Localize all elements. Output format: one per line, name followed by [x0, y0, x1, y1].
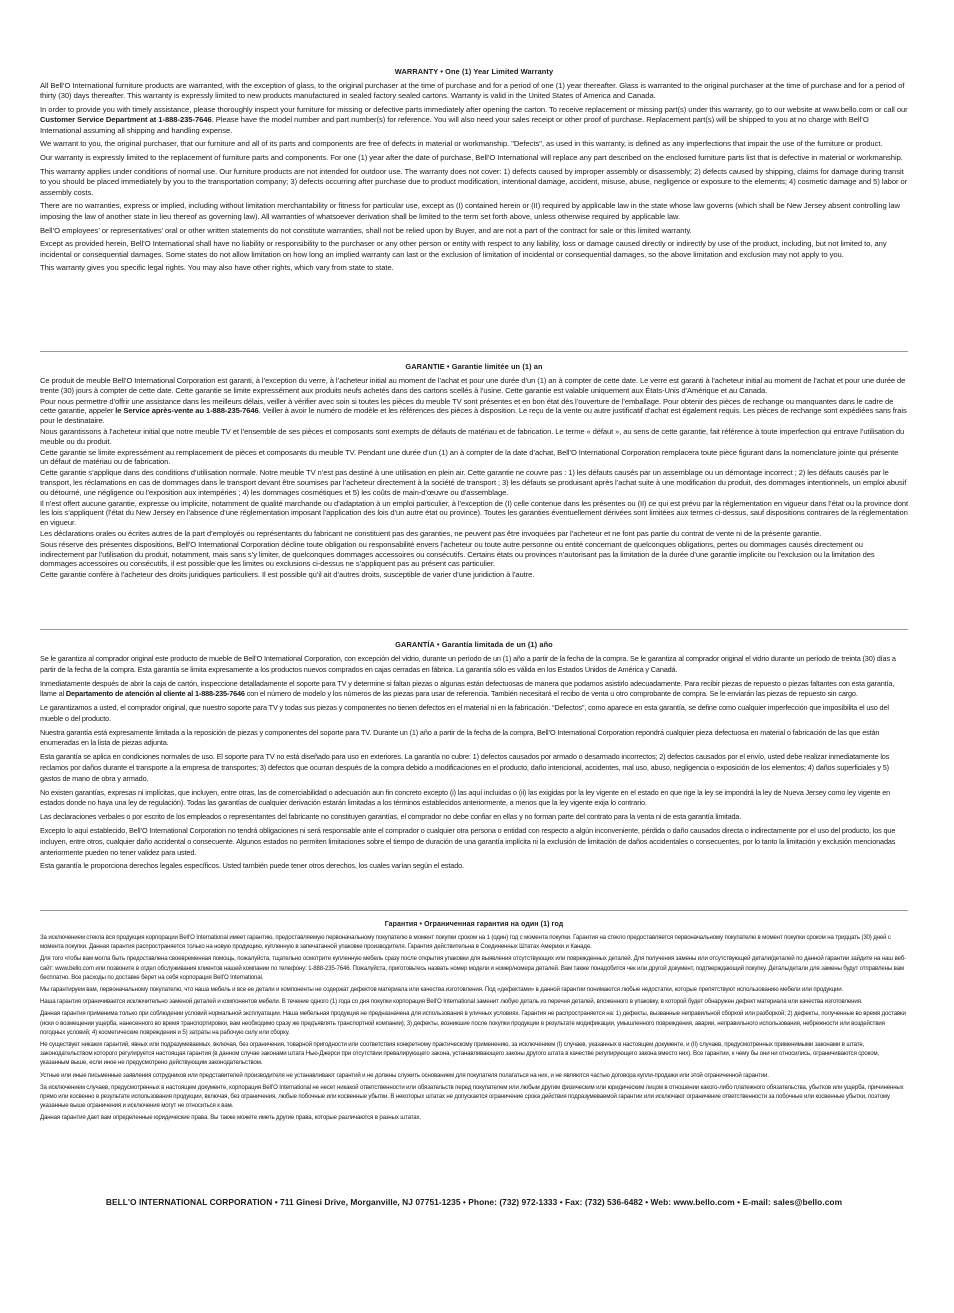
warranty-fr-p3: Nous garantissons à l’acheteur initial que notre meuble TV et l’ensemble de ses pièces et composants sont exempts de défauts de matériau et de fabrication. Le terme « défaut », au sens de cette garantie, fait référence à toute imperfection qui entrave l’utilisation du meuble ou du produit.: [40, 426, 905, 446]
warranty-fr-p2-b: . Veiller à avoir le numéro de modèle et les références des pièces à disposition. Le reçu de la vente ou autre justificatif d’achat est également requis. Les pièces de rechange sont expédiées sans frais pour le destinataire.: [40, 406, 907, 425]
warranty-fr-p6: Il n’est offert aucune garantie, expresse ou implicite, notamment de qualité marchande ou d’adaptation à un emploi particulier, à l’exception de (I) celle contenue dans les présentes ou (II) ce qui est prévu par la réglementation en vigueur dans l’état ou la province dont les lois s’appliquent (l’état du New Jersey en l’absence d’une réglementation imposant l’application des lois d’un autre état ou province). Toutes les garanties éventuellement dérivées sont limitées aux termes ci-dessus, sauf dispositions contraires de la réglementation en vigueur.: [40, 498, 908, 527]
warranty-es-title: GARANTÍA • Garantía limitada de un (1) año: [395, 640, 553, 649]
warranty-en-p8: Except as provided herein, Bell’O International shall have no liability or responsibility to the purchaser or any other person or entity with respect to any liability, loss or damage caused directly or indirectly by use of the product, including, but not limited to, any incidental or consequential damages. Some states do not allow limitation on how long an implied warranty can last or the exclusion of limitation of incidental or consequential damages, so the above limitation and exclusion may not apply to you.: [40, 239, 887, 259]
warranty-es-p4: Nuestra garantía está expresamente limitada a la reposición de piezas y componentes del soporte para TV. Durante un (1) año a partir de la fecha de la compra, Bell’O International Corporation repondrá cualquier pieza defectuosa en material o fabricación de las que están enumeradas en la lista de piezas adjunta.: [40, 727, 880, 748]
warranty-ru-p9: Данная гарантия дает вам определенные юридические права. Вы также можете иметь другие права, которые различаются в разных штатах.: [40, 1114, 421, 1122]
warranty-es-p5: Esta garantía se aplica en condiciones normales de uso. El soporte para TV no está diseñado para uso en exteriores. La garantía no cubre: 1) defectos causados por armado o desarmado incorrectos; 2) defectos causados por el envío, usted debe realizar inmediatamente los reclamos por daños durante el transporte a la empresa de transportes; 3) defectos que ocurran después de la compra debido a modificaciones en el producto, daño intencional, accidentes, mal uso, abuso, negligencia o exposición de los elementos; 4) daños superficiales y 5) gastos de mano de obra y armado.: [40, 752, 890, 783]
warranty-fr-p2-a: Pour nous permettre d’offrir une assistance dans les meilleurs délais, veiller à vérifier avec soin si toutes les pièces du meuble TV sont présentes et en bon état dès l’ouverture de l’emballage. Pour obtenir des pièces de rechange ou manquantes dans le cadre de cette garantie, appeler: [40, 396, 894, 416]
warranty-fr-p4: Cette garantie se limite expressément au remplacement de pièces et composants du meuble TV. Pendant une durée d’un (1) an à compter de la date d’achat, Bell’O International Corporation remplacera toute pièce figurant dans la nomenclature jointe qui présente un défaut de matériau ou de fabrication.: [40, 447, 899, 467]
divider: [40, 629, 908, 630]
warranty-es-p2: [40, 679, 908, 700]
warranty-en-p5: This warranty applies under conditions of normal use. Our furniture products are not intended for outdoor use. The warranty does not cover: 1) defects caused by improper assembly or disassembly; 2) defects caused by shipping, claims for damage during transit to you should be placed immediately by you to the transportation company; 3) defects occurring after purchase due to product modification, intentional damage, accident, misuse, abuse, negligence or exposure to the elements; 4) cosmetic damage and 5) labor or assembly costs.: [40, 167, 908, 197]
warranty-en-p4: Our warranty is expressly limited to the replacement of furniture parts and components. For one (1) year after the date of purchase, Bell’O International will replace any part described on the enclosed furniture parts list that is defective in material or workmanship.: [40, 153, 903, 163]
warranty-ru-p6: Не существует никаких гарантий, явных или подразумеваемых, включая, без ограничения, товарной пригодности или соответствия конкретному практическому применению, за исключением (I) случаев, указанных в настоящем документе, и (II) случаев, предусмотренных применимыми законами в штате, законодательством которого регулируется настоящая гарантия (в данном случае законами штата Нью-Джерси при отсутствии превалирующего закона, устанавливающего законы другого штата в качестве регулирующего закона вместо них). Все гарантии, к чему бы они ни относились, ограничиваются сроком, указанным выше, если иное не предусмотрено действующим законодательством.: [40, 1041, 880, 1067]
warranty-ru-title: Гарантия • Ограниченная гарантия на один (1) год: [384, 921, 564, 928]
warranty-en-p6: There are no warranties, express or implied, including without limitation merchantability or fitness for particular use, except as (I) contained herein or (II) required by applicable law in the state whose law governs (which shall be New Jersey absent controlling law imposing the law of another state in lieu thereof as governing law). All warranties of whatsoever derivation shall be limited to the term set forth above, unless otherwise required by applicable law.: [40, 201, 900, 221]
warranty-es-p7: Las declaraciones verbales o por escrito de los empleados o representantes del fabricante no constituyen garantías, el comprador no debe confiar en ellas y no forman parte del contrato para la venta ni de esta garantía limitada.: [40, 812, 742, 822]
warranty-es-p9: Esta garantía le proporciona derechos legales específicos. Usted también puede tener otros derechos, los cuales varían según el estado.: [40, 861, 464, 871]
warranty-fr-p9: Cette garantie confère à l’acheteur des droits juridiques particuliers. Il est possible qu’il ait d’autres droits, susceptible de varier d’une juridiction à l’autre.: [40, 570, 535, 580]
warranty-fr-p2: [40, 397, 908, 426]
warranty-es-p2-b: con el número de modelo y los números de las piezas para usar de referencia. También necesitará el recibo de venta u otro comprobante de compra. Se le enviarán las piezas de repuesto sin cargo.: [244, 689, 858, 699]
warranty-fr-phone: le Service après-vente au 1-888-235-7646: [115, 406, 259, 416]
warranty-en-p3: We warrant to you, the original purchaser, that our furniture and all of its parts and components are free of defects in material or workmanship. "Defects", as used in this warranty, is defined as any imperfections that impair the use of the furniture or product.: [40, 139, 883, 149]
warranty-en-p9: This warranty gives you specific legal rights. You may also have other rights, which vary from state to state.: [40, 263, 394, 273]
warranty-en-p2-a: In order to provide you with timely assistance, please thoroughly inspect your furniture for missing or defective parts immediately after opening the carton. To receive replacement or missing part(s) under this warranty, go to our website at www.bello.com or call our: [40, 105, 908, 115]
warranty-es-p1: Se le garantiza al comprador original este producto de mueble de Bell’O International Corporation, con excepción del vidrio, durante un período de un (1) año a partir de la fecha de la compra. Se le garantiza al comprador original el vidrio durante un período de treinta (30) días a partir de la fecha de la compra. Esta garantía se limita expresamente a los productos nuevos comprados en cajas cerradas en fábrica. La garantía sólo es válida en los Estados Unidos de América y Canadá.: [40, 654, 896, 674]
warranty-es-p8: Excepto lo aquí establecido, Bell’O International Corporation no tendrá obligaciones ni será responsable ante el comprador o cualquier otra persona o entidad con respecto a algún inconveniente, pérdida o daño causados directa o indirectamente por el uso del producto, los que incluyen, entre otros, cualquier daño accidental o consecuente. Algunos estados no permiten limitaciones sobre el tiempo de duración de una garantía implícita ni la exclusión de limitación de daños accidentales o consecuentes, por lo tanto la limitación y exclusión mencionadas anteriormente pueden no tener validez para usted.: [40, 826, 896, 857]
warranty-en-title: WARRANTY • One (1) Year Limited Warranty: [394, 67, 554, 76]
warranty-ru-p2: Для того чтобы вам могла быть предоставлена своевременная помощь, пожалуйста, тщательно осмотрите купленную мебель сразу после открытия упаковки для выявления отсутствующих или поврежденных деталей. Для получения замены или отсутствующей детали/деталей по данной гарантии зайдите на наш веб-сайт: www.bello.com или позвоните в отдел обслуживания клиентов нашей компании по телефону: 1-888-235-7646. Пожалуйста, приготовьтесь назвать номер модели и номер/номера деталей. Вам также понадобится чек или другой документ, подтверждающий покупку. Деталь/детали для замены будут отправлены вам бесплатно. Все расходы по доставке берет на себя корпорация Bell’O International.: [40, 955, 906, 981]
divider: [40, 351, 908, 352]
warranty-fr-p1: Ce produit de meuble Bell’O International Corporation est garanti, à l’exception du verre, à l’acheteur initial au moment de l’achat et pour une durée d’un (1) an à compter de cette date. Le verre est garanti à l’acheteur initial au moment de l’achat et pour une durée de trente (30) jours à compter de cette date. Cette garantie se limite expressément aux produits neufs achetés dans des cartons scellés à l’usine. Cette garantie est valable uniquement aux États-Unis d’Amérique et au Canada.: [40, 376, 906, 395]
warranty-ru-p8: За исключением случаев, предусмотренных в настоящем документе, корпорация Bell’O International не несет никакой ответственности или обязательств перед покупателем или любым другим физическим или юридическим лицом в отношении какого-либо платежного обязательства, убытков или ущерба, причиненных прямо или косвенно в результате использования продукции, включая, без ограничения, любые побочные или косвенные убытки. В некоторых штатах не допускается ограничение срока действия подразумеваемой гарантии или исключают ограничение ответственности за побочные или косвенные убытки, поэтому указанные выше ограничения и исключения могут не относиться к вам.: [40, 1083, 904, 1110]
warranty-fr-p5: Cette garantie s’applique dans des conditions d’utilisation normale. Notre meuble TV n’est pas destiné à une utilisation en plein air. Cette garantie ne couvre pas : 1) les défauts causés par un assemblage ou un démontage incorrect ; 2) les défauts causés par le transport, les réclamations en cas de dommages dans le transport devant être soumises par l’acheteur directement à la société de transport ; 3) les défauts se produisant après l’achat suite à une modification du produit, des dommages intentionnels, un emploi abusif ou détourné, une négligence ou l’exposition aux intempéries ; 4) les dommages cosmétiques et 5) les coûts de main-d’œuvre ou d’assemblage.: [40, 468, 907, 497]
warranty-es-p6: No existen garantías, expresas ni implícitas, que incluyen, entre otras, las de comerciabilidad o adecuación aun fin concreto excepto (i) las aquí incluidas o (ii) las exigidas por la ley vigente en el estado en que rige la ley se impondrá la ley de Nueva Jersey como ley vigente en estados donde no haya una ley de regulación). Todas las garantías de cualquier derivación estarán limitadas a los términos establecidos anteriormente, a menos que la ley vigente exija lo contrario.: [40, 787, 891, 808]
warranty-es-p2-a: Inmediatamente después de abrir la caja de cartón, inspeccione detalladamente el soporte para TV y determine si faltan piezas o algunas están defectuosas de manera que podamos asistirlo adecuadamente. Para recibir piezas de repuesto o piezas faltantes con esta garantía, llame al: [40, 678, 895, 699]
warranty-ru-section: [40, 921, 908, 1126]
company-contact-footer: BELL'O INTERNATIONAL CORPORATION • 711 Ginesi Drive, Morganville, NJ 07751-1235 • Phone: (732) 972-1333 • Fax: (732) 536-6482 • Web: www.bello.com • E-mail: sales@bello.com: [105, 1197, 843, 1207]
warranty-ru-p1: За исключением стекла вся продукция корпорации Bell’O International имеет гарантию, предоставляемую первоначальному покупателю в момент покупки сроком на 1 (один) год с момента покупки. Гарантия на стекло предоставляется первоначальному покупателю в момент покупки сроком на тридцать (30) дней с момента покупки. Данная гарантия распространяется только на новую продукцию, купленную в запечатанной упаковке производителя. Гарантия действительна в Соединенных Штатах Америки и Канаде.: [40, 934, 891, 951]
warranty-en-section: [40, 67, 908, 277]
warranty-en-p1: All Bell’O International furniture products are warranted, with the exception of glass, to the original purchaser at the time of purchase and for a period of one (1) year thereafter. Glass is warranted to the original purchaser at the time of purchase and for a period of thirty (30) days thereafter. This warranty is expressly limited to new products manufactured in sealed factory sealed cartons. Warranty is valid in the United States of America and Canada.: [40, 81, 905, 101]
warranty-fr-p7: Les déclarations orales ou écrites autres de la part d’employés ou représentants du fabricant ne constituent pas des garanties, ne peuvent pas être invoquées par l’acheteur et ne font pas partie du contrat de vente ni de la présente garantie.: [40, 528, 822, 538]
warranty-fr-title: GARANTIE • Garantie limitée un (1) an: [405, 362, 543, 371]
warranty-en-p7: Bell’O employees’ or representatives’ oral or other written statements do not constitute warranties, shall not be relied upon by Buyer, and are not a part of the contract for sale or this limited warranty.: [40, 225, 692, 235]
warranty-es-p3: Le garantizamos a usted, el comprador original, que nuestro soporte para TV y todas sus piezas y componentes no tienen defectos en el material ni en la fabricación. “Defectos”, como aparece en esta garantía, se define como cualquier imperfección que imposibilita el uso del mueble o del producto.: [40, 703, 889, 723]
warranty-ru-p7: Устные или иные письменные заявления сотрудников или представителей производителя не устанавливают гарантий и не должны служить основанием для покупателя полагаться на них, и не являются частью договора купли-продажи или этой ограниченной гарантии.: [40, 1071, 769, 1079]
warranty-es-phone: Departamento de atención al cliente al 1-888-235-7646: [65, 689, 245, 699]
warranty-ru-p3: Мы гарантируем вам, первоначальному покупателю, что наша мебель и все ее детали и компоненты не содержат дефектов материала или качества изготовления. Под «дефектами» в данной гарантии понимаются любые недостатки, которые препятствуют использованию мебели или продукции.: [40, 986, 844, 994]
warranty-ru-p4: Наша гарантия ограничивается исключительно заменой деталей и компонентов мебели. В течение одного (1) года со дня покупки корпорация Bell’O International заменит любую деталь из перечня деталей, вложенного в упаковку, в которой будет обнаружен дефект материала или качества изготовления.: [40, 998, 863, 1006]
warranty-fr-section: [40, 362, 908, 581]
divider: [40, 910, 908, 911]
warranty-en-p2-b: . Please have the model number and part number(s) for reference. You will also need your sales receipt or other proof of purchase. Replacement part(s) will be shipped to you at no charge with Bell’O International assuming all shipping and handling expense.: [40, 115, 869, 135]
warranty-en-p2: [40, 105, 908, 136]
warranty-es-section: [40, 640, 908, 875]
warranty-en-phone: Customer Service Department at 1-888-235-7646: [40, 115, 212, 125]
warranty-ru-p5: Данная гарантия применима только при соблюдении условий нормальной эксплуатации. Наша мебельная продукция не предназначена для использования в уличных условиях. Гарантия не распространяется на: 1) дефекты, вызванные неправильной сборкой или разборкой; 2) дефекты, полученные во время доставки (иски о возмещении ущерба, нанесенного во время транспортировки, вам необходимо сразу же предъявлять транспортной компании); 3) дефекты, возникшие после покупки продукции в результате модификации, умышленного повреждения, аварии, неправильного использования, небрежности или воздействия погодных условий; 4) косметические повреждения и 5) затраты на рабочую силу или сборку.: [40, 1010, 906, 1036]
warranty-fr-p8: Sous réserve des présentes dispositions, Bell’O International Corporation décline toute obligation ou responsabilité envers l’acheteur ou toute autre personne ou entité concernant de quelconques obligations, pertes ou dommages causés directement ou indirectement par l’utilisation du produit, notamment, mais sans s’y limiter, de quelconques dommages accessoires ou consécutifs. Certains états ou provinces n’autorisant pas la limitation de la durée d’une garantie implicite ou l’exclusion ou la limitation des dommages accessoires ou consécutifs, il est possible que les limites ou exclusions ci-dessus ne s’appliquent pas au présent cas particulier.: [40, 540, 875, 569]
